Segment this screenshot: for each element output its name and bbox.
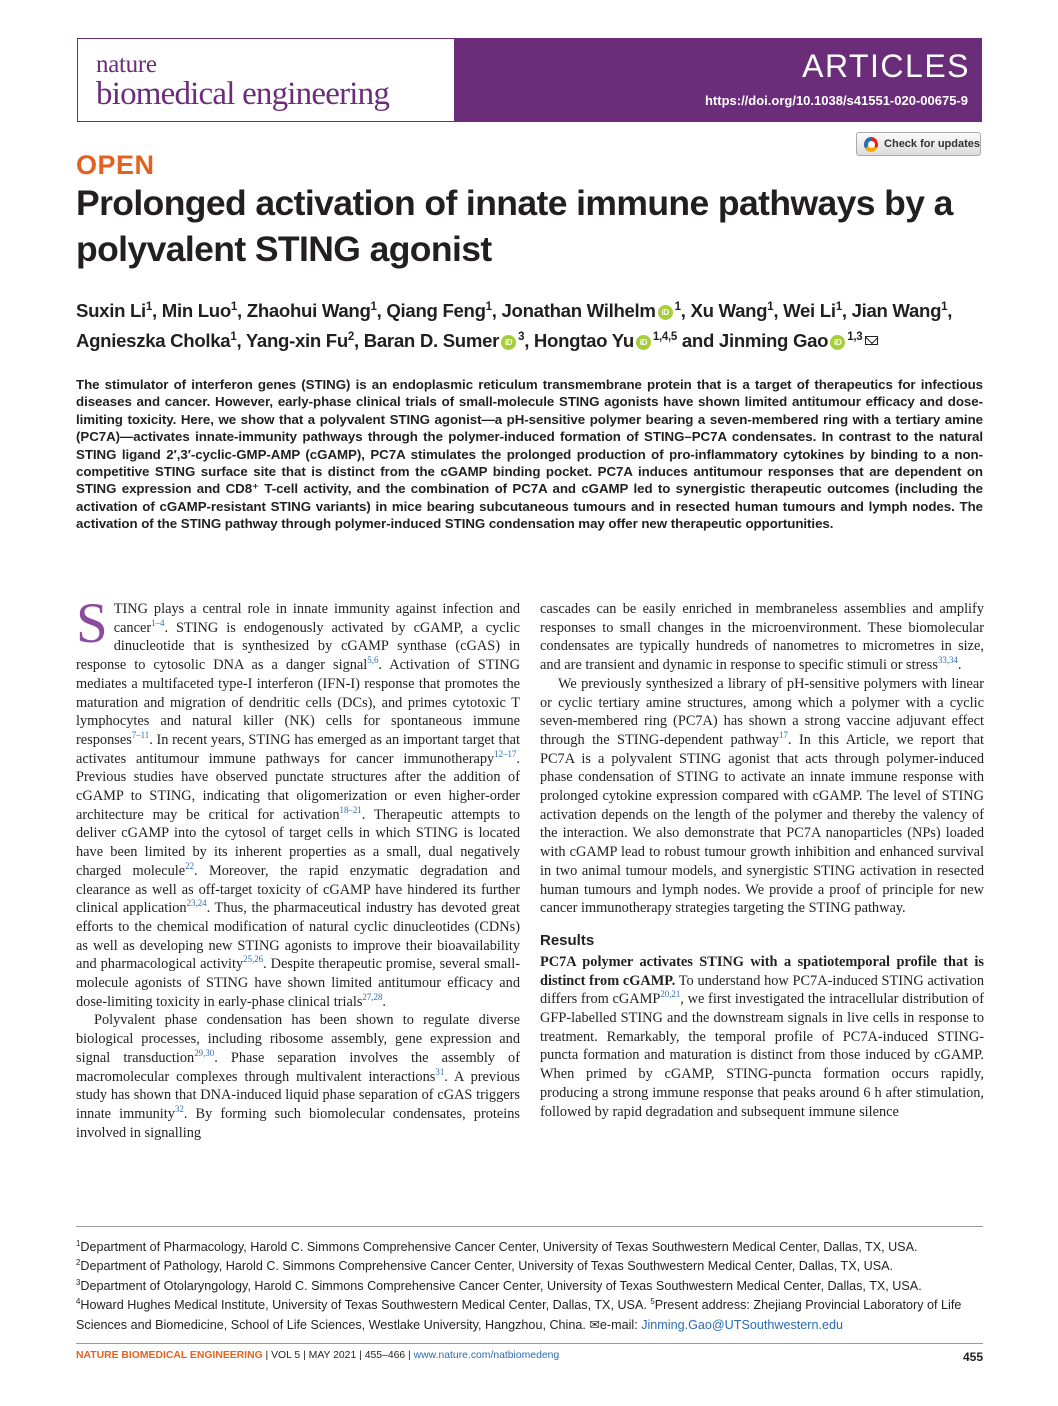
affiliation-line xyxy=(76,1257,983,1276)
author-name: Xu Wang xyxy=(690,300,768,321)
author-name: Hongtao Yu xyxy=(533,330,634,351)
article-title: Prolonged activation of innate immune pathways by a polyvalent STING agonist xyxy=(76,183,953,269)
author-affiliation-marker: 1 xyxy=(767,300,774,313)
affiliation-marker: 1 xyxy=(76,1238,81,1248)
author-list: Suxin Li$^1$, Min Luo$^1$, Zhaohui Wang$^1$, Qiang Feng$^1$, Jonathan Wilhelm iD $^1$, Xu Wang$^1$, Wei Li$^1$, Jian Wang$^1$, Agnieszka Cholka$^1$, Yang-xin Fu$^2$, Baran D. Sumer iD $^3$, Hongtao Yu iD $^{1,4,5}$ and Jinming Gao iD $^{1,3}$ xyxy=(76,300,953,351)
section-label: ARTICLES xyxy=(802,48,970,84)
orcid-icon: iD xyxy=(501,335,516,350)
body-left-column xyxy=(76,592,521,1142)
author-affiliation-marker: 1 xyxy=(835,300,842,313)
crossmark-icon xyxy=(864,137,878,152)
author-affiliation-marker: 1 xyxy=(230,300,238,313)
citation: 17 xyxy=(779,730,788,741)
journal-logo[interactable] xyxy=(77,38,455,122)
author-name: Agnieszka Cholka xyxy=(76,330,231,351)
body-paragraph: STING plays a central role in innate immunity against infection and cancer$^{1-4}$. STING is endogenously activated by cGAMP, a cyclic dinucleotide that is synthesized by cGAMP synthase (cGAS) in response to cytosolic DNA as a danger signal$^{5,6}$. Activation of STING mediates a multifaceted type-I interferon (IFN-I) response that promotes the maturation and migration of dendritic cells (DCs), and primes cytotoxic T lymphocytes and natural killer (NK) cells for spontaneous immune responses$^{7-11}$. In recent years, STING has emerged as an important target that activates antitumour immune pathways for cancer immunotherapy$^{12-17}$. Previous studies have observed punctate structures after the addition of cGAMP to STING, indicating that oligomerization or even higher-order architecture may be critical for activation$^{18-21}$. Therapeutic attempts to deliver cGAMP into the cytosol of target cells in which STING is located have been limited by its inherent properties as a small, dual negatively charged molecule$^{22}$. Moreover, the rapid enzymatic degradation and clearance as well as off-target toxicity of cGAMP have hindered its further clinical application$^{23,24}$. Thus, the pharmaceutical industry has devoted great efforts to the chemical modification of natural cyclic dinucleotides (CDNs) as well as developing new STING agonists to improve their bioavailability and pharmacological activity$^{25,26}$. Despite therapeutic promise, several small-molecule agonists of STING have shown limited antitumour efficacy and dose-limiting toxicity in early-phase clinical trials$^{27,28}$. xyxy=(76,592,521,1010)
citation: 33,34 xyxy=(937,655,958,666)
author-name: Qiang Feng xyxy=(386,300,486,321)
abstract: The stimulator of interferon genes (STING) is an endoplasmic reticulum transmembrane protein that is a target of therapeutics for infectious diseases and cancer. However, early-phase clinical trials of small-molecule STING agonists have shown limited antitumour efficacy and dose-limiting toxicity. Here, we show that a polyvalent STING agonist—a pH-sensitive polymer bearing a seven-membered ring with a tertiary amine (PC7A)—activates innate-immunity pathways through the polymer-induced formation of STING–PC7A condensates. In contrast to the natural STING ligand 2′,3′-cyclic-GMP-AMP (cGAMP), PC7A stimulates the prolonged production of pro-inflammatory cytokines by binding to a non-competitive STING surface site that is distinct from the cGAMP binding pocket. PC7A induces antitumour responses that are dependent on STING expression and CD8⁺ T-cell activity, and the combination of PC7A and cGAMP led to synergistic therapeutic outcomes (including the activation of cGAMP-resistant STING variants) in mice bearing subcutaneous tumours and in resected human tumours and lymph nodes. The activation of the STING pathway through polymer-induced STING condensation may offer new therapeutic opportunities. xyxy=(76,377,983,532)
author-affiliation-marker: 1 xyxy=(485,300,492,313)
journal-logo-name: biomedical engineering xyxy=(96,76,390,112)
body-paragraph: cascades can be easily enriched in membraneless assemblies and amplify responses to small changes in the microenvironment. These biomolecular condensates are typically hundreds of nanometres to micrometres in size, and are transient and dynamic in response to specific stimuli or stress$^{33,34}$. xyxy=(540,601,984,674)
check-for-updates-label: Check for updates xyxy=(884,138,980,150)
page-footer xyxy=(76,1349,983,1363)
citation: 29,30 xyxy=(194,1048,215,1059)
author-affiliation-marker: 1 xyxy=(230,330,237,343)
drop-cap: S xyxy=(76,592,108,655)
affiliations xyxy=(76,1238,983,1335)
check-for-updates-button[interactable] xyxy=(856,132,981,156)
citation: 27,28 xyxy=(362,991,383,1002)
author-name: Jinming Gao xyxy=(718,330,829,351)
page-number: 455 xyxy=(962,1350,983,1364)
body-paragraph: PC7A polymer activates STING with a spatiotemporal profile that is distinct from cGAMP. To understand how PC7A-induced STING activation differs from cGAMP$^{20,21}$, we first investigated the intracellular distribution of GFP-labelled STING and the downstream signals in live cells in response to treatment. Remarkably, the temporal profile of PC7A-induced STING-puncta formation and maturation is distinct from those induced by cGAMP. When primed by cGAMP, STING-puncta formation occurs rapidly, producing a strong immune response that peaks around 6 h after stimulation, followed by rapid degradation and subsequent immune silence xyxy=(540,953,985,1120)
author-affiliation-marker: 1,4,5 xyxy=(652,330,678,343)
envelope-icon xyxy=(865,336,878,345)
citation: 22 xyxy=(185,861,194,872)
orcid-icon: iD xyxy=(830,335,845,350)
author-affiliation-marker: 2 xyxy=(347,330,355,343)
citation: 20,21 xyxy=(660,989,681,1000)
journal-logo-nature: nature xyxy=(96,51,157,78)
open-access-label: OPEN xyxy=(76,150,155,180)
author-affiliation-marker: 1 xyxy=(941,300,948,313)
author-affiliation-marker: 1,3 xyxy=(847,330,863,343)
footer-issue: | VOL 5 | MAY 2021 | 455–466 | xyxy=(262,1350,414,1361)
affiliations-divider xyxy=(76,1226,983,1227)
orcid-icon: iD xyxy=(636,335,651,350)
author-affiliation-marker: 1 xyxy=(674,300,681,313)
orcid-icon: iD xyxy=(658,305,673,320)
results-subheading: PC7A polymer activates STING with a spatiotemporal profile that is distinct from cGAMP. xyxy=(540,953,984,989)
body-paragraph: We previously synthesized a library of pH-sensitive polymers with linear or cyclic tertiary amine structures, among which a polymer with a cyclic seven-membered ring (PC7A) has shown a strong vaccine adjuvant effect through the STING-dependent pathway$^{17}$. In this Article, we report that PC7A is a polyvalent STING agonist that acts through polymer-induced phase condensation of STING to activate an innate immune response with prolonged cytokine expression compared with cGAMP. The level of STING activation depends on the length of the polymer and thereby the valency of the interaction. We also demonstrate that PC7A nanoparticles (NPs) loaded with cGAMP lead to robust tumour growth inhibition and enhanced survival in two animal tumour models, and synergistic STING activation in resected human tumours and lymph nodes. We provide a proof of principle for new cancer immunotherapy strategies targeting the STING pathway. xyxy=(540,675,984,917)
affiliation-marker: 2 xyxy=(76,1258,81,1268)
author-name: Jian Wang xyxy=(851,300,942,321)
citation: 7–11 xyxy=(131,730,150,741)
author-affiliation-marker: 3 xyxy=(518,330,525,343)
email-icon: ✉ xyxy=(589,1317,600,1332)
author-affiliation-marker: 1 xyxy=(370,300,377,313)
author-name: Zhaohui Wang xyxy=(246,300,371,321)
citation: 5,6 xyxy=(367,655,379,666)
affiliation-marker: 3 xyxy=(76,1277,81,1287)
body-right-column xyxy=(540,600,984,1121)
footer-journal: NATURE BIOMEDICAL ENGINEERING xyxy=(76,1350,263,1361)
body-paragraph: Polyvalent phase condensation has been shown to regulate diverse biological processes, including ribosome assembly, gene expression and signal transduction$^{29,30}$. Phase separation involves the assembly of macromolecular complexes through multivalent interactions$^{31}$. A previous study has shown that DNA-induced liquid phase separation of cGAS triggers innate immunity$^{32}$. By forming such biomolecular condensates, proteins involved in signalling xyxy=(76,1012,520,1141)
affiliation-text: Department of Pathology, Harold C. Simmons Comprehensive Cancer Center, University of Texas Southwestern Medical Center, Dallas, TX, USA. xyxy=(80,1259,893,1274)
author-affiliation-marker: 1 xyxy=(145,300,153,313)
author-name: Wei Li xyxy=(783,300,836,321)
citation: 12–17 xyxy=(494,748,517,759)
citation: 18–21 xyxy=(339,804,362,815)
affiliation-text: Department of Pharmacology, Harold C. Simmons Comprehensive Cancer Center, University of Texas Southwestern Medical Center, Dallas, TX, USA. xyxy=(80,1240,918,1254)
affiliation-line xyxy=(76,1238,983,1257)
author-name: Baran D. Sumer xyxy=(363,330,500,351)
doi-link[interactable]: https://doi.org/10.1038/s41551-020-00675-9 xyxy=(704,93,968,108)
citation: 31 xyxy=(435,1066,445,1077)
author-name: Yang-xin Fu xyxy=(245,330,348,351)
affiliation-text: Department of Otolaryngology, Harold C. Simmons Comprehensive Cancer Center, University of Texas Southwestern Medical Center, Dallas, TX, USA. xyxy=(80,1278,922,1293)
email-link[interactable]: Jinming.Gao@UTSouthwestern.edu xyxy=(641,1317,843,1332)
citation: 23,24 xyxy=(186,898,207,909)
affiliation-line xyxy=(76,1277,983,1296)
footer-divider xyxy=(76,1343,983,1344)
author-name: Suxin Li xyxy=(76,300,146,321)
citation: 32 xyxy=(174,1104,184,1115)
citation: 25,26 xyxy=(243,954,264,965)
author-name: Jonathan Wilhelm xyxy=(501,300,656,321)
citation: 1–4 xyxy=(151,617,165,628)
results-heading: Results xyxy=(540,931,595,949)
footer-url[interactable]: www.nature.com/natbiomedeng xyxy=(413,1350,560,1361)
affiliation-line: $^4$Howard Hughes Medical Institute, University of Texas Southwestern Medical Center, Dallas, TX, USA. $^5$Present address: Zhejiang Provincial Laboratory of Life Sciences and Biomedicine, School of Life Sciences, Westlake University, Hangzhou, China. ✉e-mail: Jinming.Gao@UTSouthwestern.edu xyxy=(76,1297,962,1332)
author-name: Min Luo xyxy=(161,300,231,321)
header-band xyxy=(455,38,982,122)
